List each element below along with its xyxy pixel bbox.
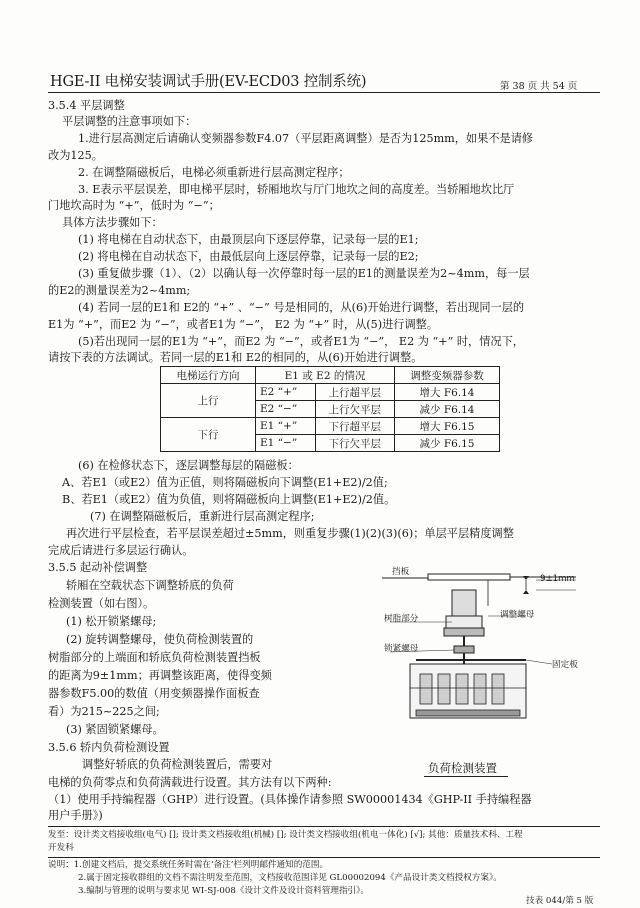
s355-line: 轿厢在空载状态下调整轿底的负荷 bbox=[66, 579, 234, 592]
footer-rule bbox=[48, 826, 600, 827]
label-adjust-nut: 调整螺母 bbox=[500, 610, 535, 620]
section-heading-354: 3.5.4 平层调整 bbox=[48, 99, 125, 112]
s355-line: 器参数F5.00的数值（用变频器操作面板查 bbox=[48, 687, 260, 700]
s355-line: 看）为215~225之间; bbox=[48, 705, 160, 718]
label-resin: 树脂部分 bbox=[384, 614, 419, 624]
s356-line: 电梯的负荷零点和负荷满载进行设置。其方法有以下两种: bbox=[48, 776, 332, 789]
condition-cell: E2 “+” bbox=[256, 384, 316, 401]
table-header: 电梯运行方向 bbox=[161, 367, 256, 384]
manual-title: HGE-II 电梯安装调试手册(EV-ECD03 控制系统) bbox=[50, 74, 367, 90]
s355-line: (2) 旋转调整螺母，使负荷检测装置的 bbox=[66, 633, 254, 646]
s356-line: （1）使用手持编程器（GHP）进行设置。(具体操作请参照 SW00001434《GHP-II 手持编程器 bbox=[48, 793, 532, 806]
label-baffle: 挡板 bbox=[392, 567, 410, 577]
section-heading-355: 3.5.5 起动补偿调整 bbox=[48, 561, 148, 574]
notes-title: 平层调整的注意事项如下： bbox=[62, 115, 197, 128]
step-3a: (3) 重复做步骤（1）、（2）以确认每一次停靠时每一层的E1的测量误差为2~4mm，每一层 bbox=[78, 267, 530, 280]
s355-line: 的距离为9±1mm；再调整该距离，使得变频 bbox=[48, 669, 272, 682]
footer-note: 2.属于固定接收群组的文档不需注明发至范围，文档接收范围详见 GL00002094《产品设计类文档授权方案》。 bbox=[78, 873, 502, 883]
section-heading-356: 3.5.6 轿内负荷检测设置 bbox=[48, 741, 170, 754]
note-2: 2. 在调整隔磁板后，电梯必须重新进行层高测定程序； bbox=[78, 166, 350, 179]
table-row bbox=[161, 418, 500, 435]
s356-line: 调整好轿底的负荷检测装置后，需要对 bbox=[82, 758, 273, 771]
table-header-row bbox=[161, 367, 500, 384]
step-6a: A、若E1（或E2）值为正值，则将隔磁板向下调整(E1+E2)/2值; bbox=[62, 476, 388, 489]
direction-cell-up: 上行 bbox=[161, 384, 256, 418]
step-3b: 的E2的测量误差为2~4mm; bbox=[48, 284, 191, 297]
table-header: E1 或 E2 的情况 bbox=[256, 367, 395, 384]
step-5b: 请按下表的方法调试。若同一层的E1和 E2的相同的，从(6)开始进行调整。 bbox=[48, 351, 423, 364]
step-2: (2) 将电梯在自动状态下，由最低层向上逐层停靠，记录每一层的E2; bbox=[78, 250, 419, 263]
param-cell: 增大 F6.15 bbox=[395, 418, 500, 435]
step-6: (6) 在检修状态下，逐层调整每层的隔磁板： bbox=[78, 459, 299, 472]
s355-line: (1) 松开锁紧螺母; bbox=[66, 615, 157, 628]
param-cell: 减少 F6.14 bbox=[395, 401, 500, 418]
condition-cell: E2 “−” bbox=[256, 401, 316, 418]
form-number: 技表 044/第 5 版 bbox=[526, 896, 594, 906]
label-fixed-plate: 固定板 bbox=[552, 660, 578, 670]
condition-cell: E1 “+” bbox=[256, 418, 316, 435]
header-rule bbox=[48, 92, 600, 93]
note-1b: 改为125。 bbox=[48, 149, 103, 162]
adjustment-table bbox=[160, 366, 500, 452]
figure-caption: 负荷检测装置 bbox=[428, 761, 497, 775]
label-lock-nut: 锁紧螺母 bbox=[384, 644, 419, 654]
step-6b: B、若E1（或E2）值为负值，则将隔磁板向上调整(E1+E2)/2值。 bbox=[62, 493, 396, 506]
state-cell: 下行超平层 bbox=[315, 418, 394, 435]
table-row bbox=[161, 384, 500, 401]
step-5a: (5)若出现同一层的E1为 “+”，而E2 为 “−”，或者E1为 “−”， E2 为 “+” 时，情况下， bbox=[78, 335, 524, 348]
condition-cell: E1 “−” bbox=[256, 435, 316, 452]
footer-note: 3.编制与管理的说明与要求见 WI-SJ-008《设计文件及设计资料管理指引》。 bbox=[78, 886, 370, 896]
param-cell: 增大 F6.14 bbox=[395, 384, 500, 401]
step-1: (1) 将电梯在自动状态下，由最顶层向下逐层停靠，记录每一层的E1; bbox=[78, 233, 419, 246]
s355-line: (3) 紧固锁紧螺母。 bbox=[66, 723, 164, 736]
s355-line: 检测装置（如右图）。 bbox=[48, 597, 155, 610]
step-4a: (4) 若同一层的E1和 E2的 “+” 、“−” 号是相同的，从(6)开始进行调整，若出现同一层的 bbox=[78, 301, 525, 314]
s356-line: 用户手册》) bbox=[48, 809, 103, 822]
table-header: 调整变频器参数 bbox=[395, 367, 500, 384]
page-number: 第 38 页 共 54 页 bbox=[500, 81, 578, 92]
repeat-check-b: 完成后请进行多层运行确认。 bbox=[48, 544, 194, 557]
footer-note: 说明：1.创建文档后，提交系统任务时需在‘备注’栏列明邮件通知的范围。 bbox=[48, 860, 329, 870]
step-7: (7) 在调整隔磁板后，重新进行层高测定程序; bbox=[90, 510, 315, 523]
footer-rule-2 bbox=[48, 857, 600, 858]
caption-underline bbox=[424, 776, 508, 777]
note-3a: 3. E表示平层误差，即电梯平层时，轿厢地坎与厅门地坎之间的高度差。当轿厢地坎比厅 bbox=[78, 183, 515, 196]
direction-cell-down: 下行 bbox=[161, 418, 256, 452]
param-cell: 减少 F6.15 bbox=[395, 435, 500, 452]
distribution-line: 发至：设计类文档接收组(电气) []; 设计类文档接收组(机械) []; 设计类文档接收组(机电一体化) [√]; 其他：质量技术科、工程 bbox=[48, 830, 523, 840]
s355-line: 树脂部分的上端面和轿底负荷检测装置挡板 bbox=[48, 651, 261, 664]
label-dimension: 9±1mm bbox=[540, 574, 575, 584]
step-4b: E1为 “+”，而E2 为 “−”，或者E1为 “−”， E2 为 “+” 时，从(5)进行调整。 bbox=[48, 318, 439, 331]
state-cell: 下行欠平层 bbox=[315, 435, 394, 452]
note-3b: 门地坎高时为 “+”，低时为 “−”； bbox=[48, 199, 220, 212]
repeat-check-a: 再次进行平层检查，若平层误差超过±5mm，则重复步骤(1)(2)(3)(6)；单层平层精度调整 bbox=[66, 527, 514, 540]
steps-title: 具体方法步骤如下： bbox=[62, 216, 163, 229]
note-1a: 1.进行层高测定后请确认变频器参数F4.07（平层距离调整）是否为125mm，如果不是请修 bbox=[78, 132, 534, 145]
distribution-line-2: 开发科 bbox=[48, 843, 74, 853]
state-cell: 上行超平层 bbox=[315, 384, 394, 401]
state-cell: 上行欠平层 bbox=[315, 401, 394, 418]
